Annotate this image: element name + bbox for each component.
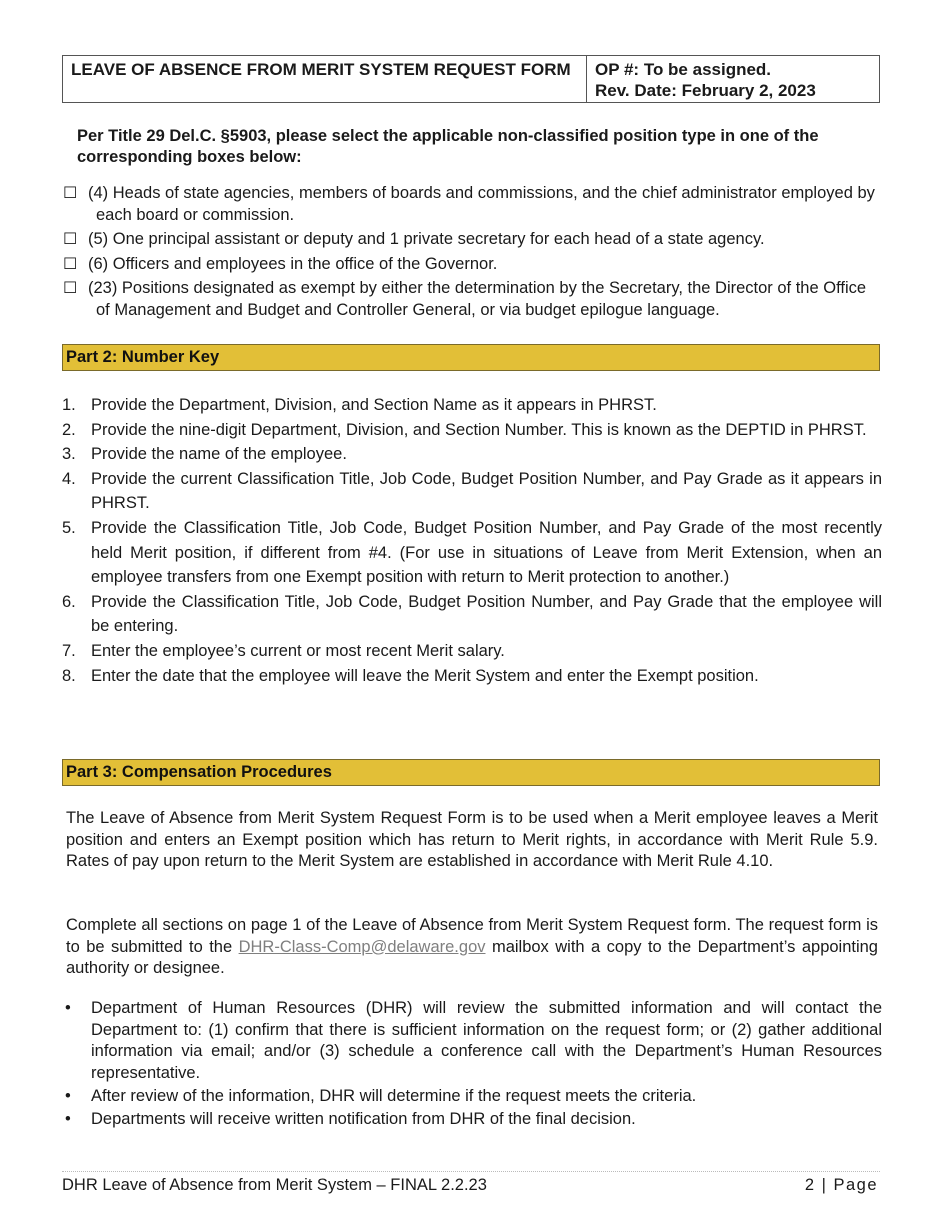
bullet-text: Departments will receive written notification from DHR of the final decision. (91, 1109, 636, 1128)
item-text: Enter the employee’s current or most recent Merit salary. (91, 641, 505, 660)
item-text: Provide the name of the employee. (91, 445, 347, 464)
list-item (62, 590, 882, 639)
bullet-text: Department of Human Resources (DHR) will review the submitted information and will contact the Department to: (1) confirm that there is sufficient information on the request form; or (2) gather additional information via email; and/or (3) schedule a conference call with the Department’s Human Resources representative. (91, 999, 882, 1082)
form-title: LEAVE OF ABSENCE FROM MERIT SYSTEM REQUEST FORM (63, 56, 587, 102)
compensation-paragraph-2 (66, 915, 878, 980)
position-type-label: (5) One principal assistant or deputy and 1 private secretary for each head of a state agency. (88, 230, 765, 248)
list-item (62, 664, 882, 689)
form-header (62, 55, 880, 103)
item-text: Provide the Classification Title, Job Code, Budget Position Number, and Pay Grade that the employee will be entering. (91, 592, 882, 636)
compensation-paragraph-1: The Leave of Absence from Merit System Request Form is to be used when a Merit employee leaves a Merit position and enters an Exempt position which has return to Merit rights, in accordance with Merit Rule 5.9. Rates of pay upon return to the Merit System are established in accordance with Merit Rule 4.10. (66, 809, 878, 870)
item-number: 2. (62, 420, 76, 439)
item-number: 3. (62, 445, 76, 464)
position-type-list (63, 183, 883, 324)
bullet-icon: • (65, 1109, 71, 1128)
item-number: 6. (62, 592, 76, 611)
paragraph-text: mailbox with a copy to the Department’s appointing authority or designee. (66, 937, 878, 977)
item-text: Provide the Classification Title, Job Code, Budget Position Number, and Pay Grade of the most recently held Merit position, if different from #4. (For use in situations of Leave from Merit Extension, when an employee transfers from one Exempt position with return to Merit protection to another.) (91, 518, 882, 587)
bullet-icon: • (65, 1086, 71, 1105)
paragraph-text: Complete all sections on page 1 of the Leave of Absence from Merit System Request form. The request form is to be submitted to the (66, 916, 878, 956)
list-item (62, 442, 882, 467)
footer-document-name: DHR Leave of Absence from Merit System – FINAL 2.2.23 (62, 1176, 487, 1194)
email-link[interactable]: DHR-Class-Comp@delaware.gov (238, 937, 486, 956)
list-item (62, 516, 882, 590)
number-key-list (62, 393, 882, 688)
part2-heading: Part 2: Number Key (62, 344, 880, 371)
procedure-bullets (62, 998, 882, 1132)
checkbox-icon[interactable]: ☐ (63, 185, 78, 202)
list-item (62, 998, 882, 1084)
checkbox-icon[interactable]: ☐ (63, 280, 78, 297)
list-item (62, 1086, 882, 1108)
list-item (62, 639, 882, 664)
item-number: 5. (62, 518, 76, 537)
position-type-label: (4) Heads of state agencies, members of boards and commissions, and the chief administrator employed by each board or commission. (88, 184, 875, 224)
part3-heading: Part 3: Compensation Procedures (62, 759, 880, 786)
item-text: Enter the date that the employee will leave the Merit System and enter the Exempt position. (91, 666, 759, 685)
item-text: Provide the current Classification Title, Job Code, Budget Position Number, and Pay Grade as it appears in PHRST. (91, 469, 882, 513)
checkbox-icon[interactable]: ☐ (63, 255, 78, 273)
form-meta (587, 56, 879, 102)
item-number: 8. (62, 666, 76, 685)
intro-instruction: Per Title 29 Del.C. §5903, please select the applicable non-classified position type in one of the corresponding boxes below: (77, 127, 819, 166)
list-item (62, 393, 882, 418)
item-number: 7. (62, 641, 76, 660)
item-number: 1. (62, 396, 76, 414)
position-type-item (63, 254, 883, 276)
page-number: 2 | Page (804, 1176, 878, 1194)
list-item (62, 467, 882, 516)
item-number: 4. (62, 469, 76, 488)
position-type-item (63, 183, 883, 226)
item-text: Provide the Department, Division, and Section Name as it appears in PHRST. (91, 396, 657, 414)
position-type-label: (23) Positions designated as exempt by either the determination by the Secretary, the Director of the Office of Management and Budget and Controller General, or via budget epilogue language. (88, 279, 867, 319)
bullet-icon: • (65, 999, 71, 1017)
position-type-label: (6) Officers and employees in the office of the Governor. (88, 254, 498, 273)
position-type-item (63, 229, 883, 251)
checkbox-icon[interactable]: ☐ (63, 231, 78, 248)
position-type-item (63, 278, 883, 321)
item-text: Provide the nine-digit Department, Division, and Section Number. This is known as the DEPTID in PHRST. (91, 420, 867, 439)
revision-date: Rev. Date: February 2, 2023 (595, 81, 816, 100)
list-item (62, 418, 882, 443)
bullet-text: After review of the information, DHR will determine if the request meets the criteria. (91, 1086, 697, 1105)
op-number: OP #: To be assigned. (595, 60, 772, 79)
footer-divider (62, 1171, 880, 1172)
list-item (62, 1109, 882, 1131)
